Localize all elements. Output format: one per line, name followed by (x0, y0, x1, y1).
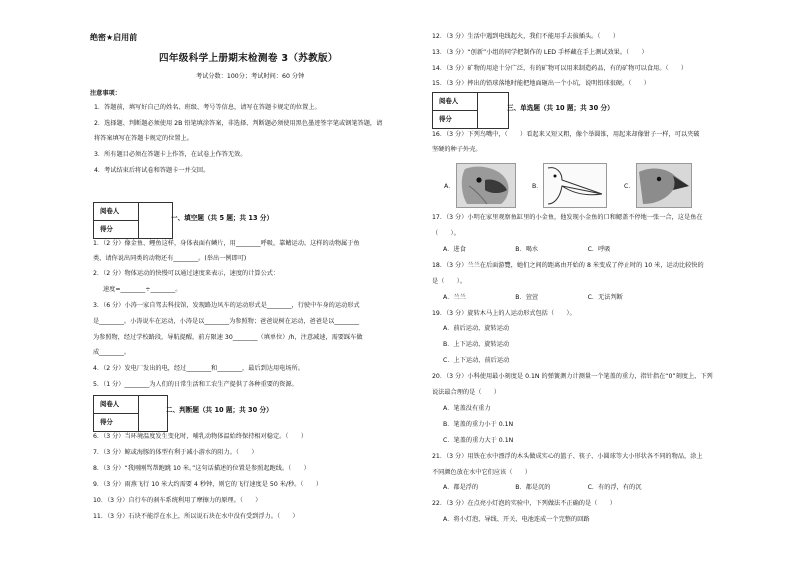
question-line: 类，请你说出同类的动物还有________。(举出一例即可) (93, 255, 247, 262)
question-line: 不同颜色放在水中它们应该（ ） (432, 469, 531, 476)
question-line: 14．（3 分）矿物的用途十分广泛，有的矿物可以用来制造药品，有的矿物可以食用。（ ） (432, 65, 688, 72)
bird-beak-image-b (543, 163, 607, 208)
question-line: 7．（3 分）鲸或海豚的体型有利于减小游水的阻力。（ ） (93, 449, 258, 456)
question-line: 6．（3 分）当环境温度发生变化时，哺乳动物体温始终保持相对稳定。（ ） (93, 433, 308, 440)
bird-beak-image-a (456, 163, 516, 208)
note-item: 将答案填写在答题卡规定的位置上。 (94, 135, 193, 142)
question-line: 20．（3 分）小科使用最小刻度是 0.1N 的弹簧测力计测量一个笔盖的重力，指针指在“0”刻度上，下列 (432, 373, 713, 380)
question-line: 9．（3 分）雨燕飞行 10 米大约需要 4 秒钟，则它的飞行速度是 50 米/秒。（ ） (93, 481, 323, 488)
option-label: A． (444, 183, 455, 190)
score-box (93, 202, 173, 239)
answer-option: C．上下运动、前后运动 (443, 357, 510, 364)
question-line: 22．（3 分）在点亮小灯泡的实验中，下列做法不正确的是（ ） (432, 500, 616, 507)
option-label: B． (532, 183, 543, 190)
question-line: 19．（3 分）旋转木马上的人运动形式包括（ ）。 (432, 310, 576, 317)
question-line: 11．（3 分）石块不能浮在水上，所以说石块在水中没有受到浮力。（ ） (93, 513, 299, 520)
section-choice-heading: 三、单选题（共 10 题；共 30 分） (507, 104, 614, 112)
exam-meta: 考试分数：100分；考试时间：60 分钟 (196, 73, 305, 80)
question-line: 5．（1 分）________为人们的日常生活和工农生产提供了各种重要的资源。 (93, 381, 298, 388)
bird-beak-image-c (636, 163, 692, 208)
question-line: 15．（3 分）摔出的铅球落地时能把地面砸出一个小坑，说明铅球很硬。（ ） (432, 80, 650, 87)
question-line: 13．（3 分）“创新”小组的同学把制作的 LED 手杯藏在手上测试效果。（ ） (432, 49, 648, 56)
answer-options: A．兰兰 B．萱萱 C．无法判断 (443, 294, 623, 301)
score-box (432, 92, 509, 129)
question-line: 8．（3 分）“我刚刚骂帮跑跳 10 米。”这句话描述的位置是参照起跑线。（ ） (93, 465, 310, 472)
secret-label: 绝密★启用前 (90, 33, 138, 42)
score-label: 得分 (94, 414, 139, 431)
answer-options: A．进食 B．喝水 C．呼吸 (443, 246, 611, 253)
note-item: 2．选择题、判断题必须使用 2B 铅笔填涂答案，非选择、判断题必须使用黑色墨迹签字笔或钢笔答题，请 (94, 120, 383, 127)
question-line: 速度=________÷________。 (103, 286, 182, 293)
reviewer-label: 阅卷人 (433, 93, 478, 111)
question-line: 3．（6 分）小涛一家自驾去科技馆，发现路边风车的运动形式是________，行驶中车身的运动形式 (93, 302, 360, 309)
reviewer-label: 阅卷人 (94, 203, 139, 221)
score-box (93, 395, 168, 432)
score-label: 得分 (433, 111, 478, 128)
notes-heading: 注意事项： (90, 90, 121, 97)
question-line: 10．（3 分）自行车的刹车系统利用了摩擦力的原理。（ ） (93, 497, 262, 504)
question-line: 18．（3 分）兰兰在后面游覽，她们之间的距离由开始的 8 米变成了停止时的 10 米，运动比较快的 (432, 262, 704, 269)
question-line: 说法最合理的是（ ） (432, 389, 501, 396)
answer-option: A．将小灯泡、导线、开关、电池连成一个完整的回路 (443, 516, 590, 523)
note-item: 1．答题前，填写好自己的姓名、班级、考号等信息，请写在答题卡规定的位置上。 (94, 104, 321, 111)
section-fill-heading: 一、填空题（共 5 题；共 13 分） (171, 214, 274, 222)
section-judge-heading: 二、判断题（共 10 题；共 30 分） (166, 406, 273, 414)
question-line: 1．（2 分）像金鱼、鲤鱼这样，身体表面有鳞片，用________呼吸，靠鳍运动。这样的动物属于鱼 (93, 240, 360, 247)
question-line: 16．（3 分）下列鸟嘴中，（ ）看起来又短又粗，像个举圆锥，用起来却像钳子一样，可以夹破 (432, 131, 700, 138)
question-line: 21．（3 分）用铁在水中漂浮的木头做成实心的篮子、筷子、小圆球等大小形状各不同的物品，涂上 (432, 453, 703, 460)
answer-option: A．前后运动、旋转运动 (443, 325, 510, 332)
question-line: 4．（2 分）发电厂发出的电，经过________和________，最后到达用电场所。 (93, 365, 304, 372)
answer-options: A．都是浮的 B．都是沉的 C．有的浮，有的沉 (443, 484, 642, 491)
question-line: （ ）。 (432, 230, 460, 237)
option-label: C． (624, 183, 635, 190)
question-line: 是________。小涛说车在运动，小涛是以________为参照物；爸爸说树在运动，爸爸是以________ (93, 318, 360, 325)
page-title: 四年级科学上册期末检测卷 3（苏教版） (159, 53, 338, 64)
question-line: 坚硬的种子外壳。 (432, 146, 482, 153)
answer-option: B．上下运动、旋转运动 (443, 341, 510, 348)
question-line: 12．（3 分）生活中遇到电线起火，我们不能用手去拔插头。（ ） (432, 33, 620, 40)
reviewer-label: 阅卷人 (94, 396, 139, 414)
question-line: 为参照物，经过学校路段，导航提醒，前方限速 30________（填单位）/h，注意减速，需要踩车做 (93, 334, 363, 341)
question-line: 是（ ）。 (432, 278, 467, 285)
note-item: 4．考试结束后将试卷和答题卡一并交回。 (94, 167, 210, 174)
question-line: 17．（3 分）小明在家里观察鱼缸里的小金鱼，他发现小金鱼的口和鳃盖不停地一张一合，这是鱼在 (432, 214, 703, 221)
answer-option: B．笔盖的重力小于 0.1N (443, 421, 514, 428)
note-item: 3．所有题目必须在答题卡上作答，在试卷上作答无效。 (94, 151, 247, 158)
score-label: 得分 (94, 221, 139, 238)
question-line: 2．（2 分）物体运动的快慢可以通过速度来表示，速度的计算公式： (93, 270, 280, 277)
question-line: 成________。 (93, 349, 131, 356)
answer-option: C．笔盖的重力大于 0.1N (443, 437, 514, 444)
answer-option: A．笔盖没有重力 (443, 405, 491, 412)
